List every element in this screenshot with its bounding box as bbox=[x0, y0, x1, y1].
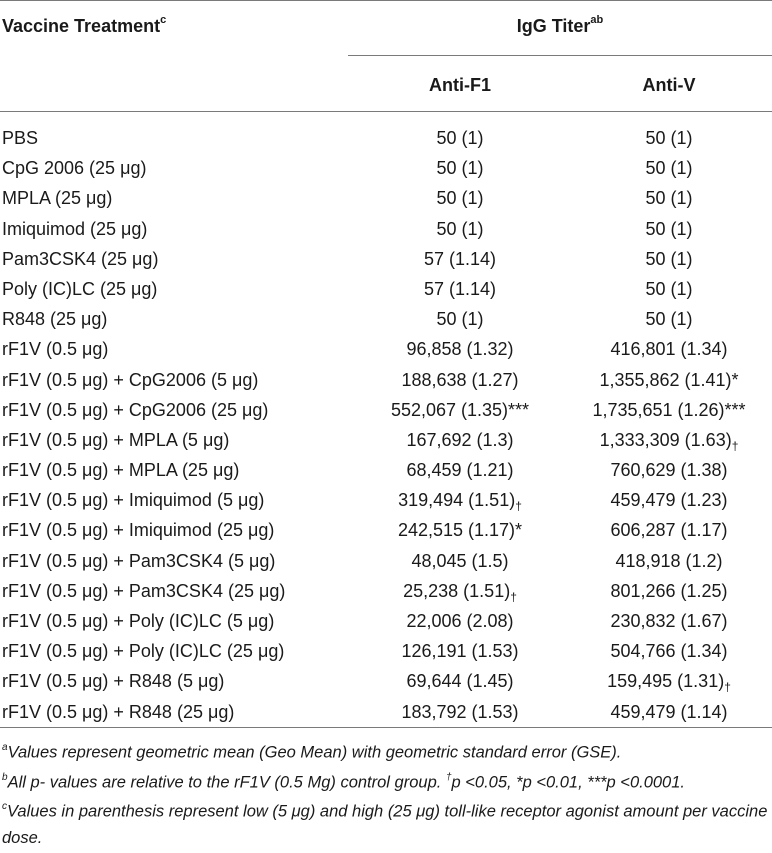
header-anti-f1: Anti-F1 bbox=[429, 75, 491, 95]
table-row bbox=[0, 396, 772, 426]
cell-treatment: MPLA (25 μg) bbox=[2, 188, 113, 209]
table-row bbox=[0, 577, 772, 607]
table-row bbox=[0, 547, 772, 577]
table-row bbox=[0, 426, 772, 456]
header-vaccine-treatment: Vaccine Treatment$^c$ bbox=[2, 14, 167, 36]
cell-treatment: rF1V (0.5 μg) + Poly (IC)LC (25 μg) bbox=[2, 641, 285, 662]
cell-treatment: rF1V (0.5 μg) + Pam3CSK4 (5 μg) bbox=[2, 550, 276, 571]
cell-anti-v: 159,495 $(1.31)_\dagger$ bbox=[607, 671, 731, 695]
cell-anti-v: 50 (1) bbox=[645, 309, 693, 330]
cell-anti-f1: 319,494 $(1.51)_\dagger$ bbox=[398, 490, 522, 514]
cell-treatment: rF1V (0.5 μg) + R848 (25 μg) bbox=[2, 701, 235, 722]
cell-anti-f1: 50 (1) bbox=[436, 158, 484, 179]
cell-treatment: rF1V (0.5 μg) + CpG2006 (25 μg) bbox=[2, 399, 269, 420]
cell-treatment: Poly (IC)LC (25 μg) bbox=[2, 278, 158, 299]
cell-anti-v: 459,479 (1.23) bbox=[610, 490, 728, 511]
cell-anti-v: 50 (1) bbox=[645, 188, 693, 209]
table-body bbox=[0, 124, 772, 728]
cell-anti-v: 760,629 (1.38) bbox=[610, 460, 728, 481]
cell-anti-v: 1,355,862 (1.41)* bbox=[599, 369, 739, 390]
cell-anti-f1: 57 (1.14) bbox=[423, 278, 497, 299]
table-row bbox=[0, 184, 772, 214]
igg-span-rule bbox=[348, 55, 772, 56]
cell-anti-v: 50 (1) bbox=[645, 248, 693, 269]
cell-treatment: PBS bbox=[2, 128, 39, 148]
cell-anti-v: 1,333,309 $(1.63)_\dagger$ bbox=[599, 429, 739, 453]
significance-mark: † bbox=[731, 438, 739, 453]
cell-treatment: rF1V (0.5 μg) + MPLA (25 μg) bbox=[2, 460, 240, 481]
cell-anti-v: 230,832 (1.67) bbox=[610, 611, 728, 631]
table-row bbox=[0, 245, 772, 275]
cell-anti-f1: 22,006 (2.08) bbox=[406, 611, 514, 631]
cell-treatment: Imiquimod (25 μg) bbox=[2, 218, 148, 239]
cell-anti-f1: 96,858 (1.32) bbox=[406, 339, 514, 360]
cell-treatment: CpG 2006 (25 μg) bbox=[2, 158, 147, 179]
significance-mark: † bbox=[724, 680, 731, 695]
cell-treatment: rF1V (0.5 μg) + MPLA (5 μg) bbox=[2, 429, 230, 450]
cell-anti-f1: 188,638 (1.27) bbox=[401, 369, 519, 390]
cell-anti-f1: 183,792 (1.53) bbox=[401, 701, 519, 722]
table-row bbox=[0, 456, 772, 486]
cell-anti-f1: 50 (1) bbox=[436, 309, 484, 330]
cell-anti-f1: 242,515 (1.17)* bbox=[397, 520, 523, 541]
cell-treatment: rF1V (0.5 μg) + CpG2006 (5 μg) bbox=[2, 369, 259, 390]
table-row bbox=[0, 335, 772, 365]
table-row bbox=[0, 516, 772, 546]
header-anti-v: Anti-V bbox=[642, 75, 696, 95]
table-row bbox=[0, 124, 772, 154]
cell-anti-f1: 50 (1) bbox=[436, 188, 484, 209]
table-row bbox=[0, 637, 772, 667]
cell-anti-f1: 69,644 (1.45) bbox=[406, 671, 514, 692]
bottom-rule bbox=[0, 727, 772, 728]
cell-anti-f1: 552,067 (1.35)*** bbox=[390, 399, 530, 420]
cell-anti-v: 801,266 (1.25) bbox=[610, 580, 728, 601]
cell-treatment: rF1V (0.5 μg) + Poly (IC)LC (5 μg) bbox=[2, 611, 275, 631]
table-row bbox=[0, 366, 772, 396]
cell-anti-f1: 50 (1) bbox=[436, 218, 484, 239]
table-row bbox=[0, 486, 772, 516]
table-row bbox=[0, 667, 772, 697]
cell-anti-f1: 50 (1) bbox=[436, 128, 484, 148]
cell-treatment: R848 (25 μg) bbox=[2, 309, 108, 330]
cell-treatment: rF1V (0.5 μg) bbox=[2, 339, 109, 360]
table-row bbox=[0, 698, 772, 728]
table-row bbox=[0, 607, 772, 637]
cell-anti-f1: 48,045 (1.5) bbox=[411, 550, 509, 571]
cell-anti-v: 418,918 (1.2) bbox=[615, 550, 723, 571]
cell-anti-v: 504,766 (1.34) bbox=[610, 641, 728, 662]
cell-anti-v: 50 (1) bbox=[645, 218, 693, 239]
cell-anti-f1: 68,459 (1.21) bbox=[406, 460, 514, 481]
top-rule bbox=[0, 0, 772, 1]
table-row bbox=[0, 215, 772, 245]
cell-anti-v: 50 (1) bbox=[645, 278, 693, 299]
cell-treatment: Pam3CSK4 (25 μg) bbox=[2, 248, 159, 269]
cell-anti-v: 1,735,651 (1.26)*** bbox=[592, 399, 746, 420]
header-rule bbox=[0, 111, 772, 112]
cell-treatment: rF1V (0.5 μg) + Pam3CSK4 (25 μg) bbox=[2, 580, 286, 601]
cell-anti-v: 606,287 (1.17) bbox=[610, 520, 728, 541]
cell-treatment: rF1V (0.5 μg) + R848 (5 μg) bbox=[2, 671, 225, 692]
table-row bbox=[0, 275, 772, 305]
footnote-b: $^b$All p- values are relative to the rF1V (0.5 Mg) control group. †p <0.05, *p <0.01, ***p <0.0001. bbox=[2, 771, 685, 791]
cell-anti-v: 50 (1) bbox=[645, 128, 693, 148]
table-row bbox=[0, 154, 772, 184]
cell-anti-f1: 126,191 (1.53) bbox=[401, 641, 519, 662]
significance-mark: † bbox=[515, 499, 522, 514]
header-igg-titer: IgG Titer$^{ab}$ bbox=[516, 14, 604, 36]
table-row bbox=[0, 305, 772, 335]
cell-treatment: rF1V (0.5 μg) + Imiquimod (25 μg) bbox=[2, 520, 275, 541]
cell-anti-f1: 57 (1.14) bbox=[423, 248, 497, 269]
footnote-c: $^c$Values in parenthesis represent low (5 μg) and high (25 μg) toll-like receptor agonist amount per vaccine dose. bbox=[2, 801, 768, 847]
footnote-a: $^a$Values represent geometric mean (Geo Mean) with geometric standard error (GSE). bbox=[2, 742, 622, 762]
footnotes bbox=[2, 736, 770, 851]
cell-anti-v: 459,479 (1.14) bbox=[610, 701, 728, 722]
cell-treatment: rF1V (0.5 μg) + Imiquimod (5 μg) bbox=[2, 490, 265, 511]
cell-anti-f1: 167,692 (1.3) bbox=[406, 429, 514, 450]
cell-anti-f1: 25,238 $(1.51)_\dagger$ bbox=[403, 580, 517, 604]
cell-anti-v: 50 (1) bbox=[645, 158, 693, 179]
cell-anti-v: 416,801 (1.34) bbox=[610, 339, 728, 360]
significance-mark: † bbox=[510, 589, 517, 604]
